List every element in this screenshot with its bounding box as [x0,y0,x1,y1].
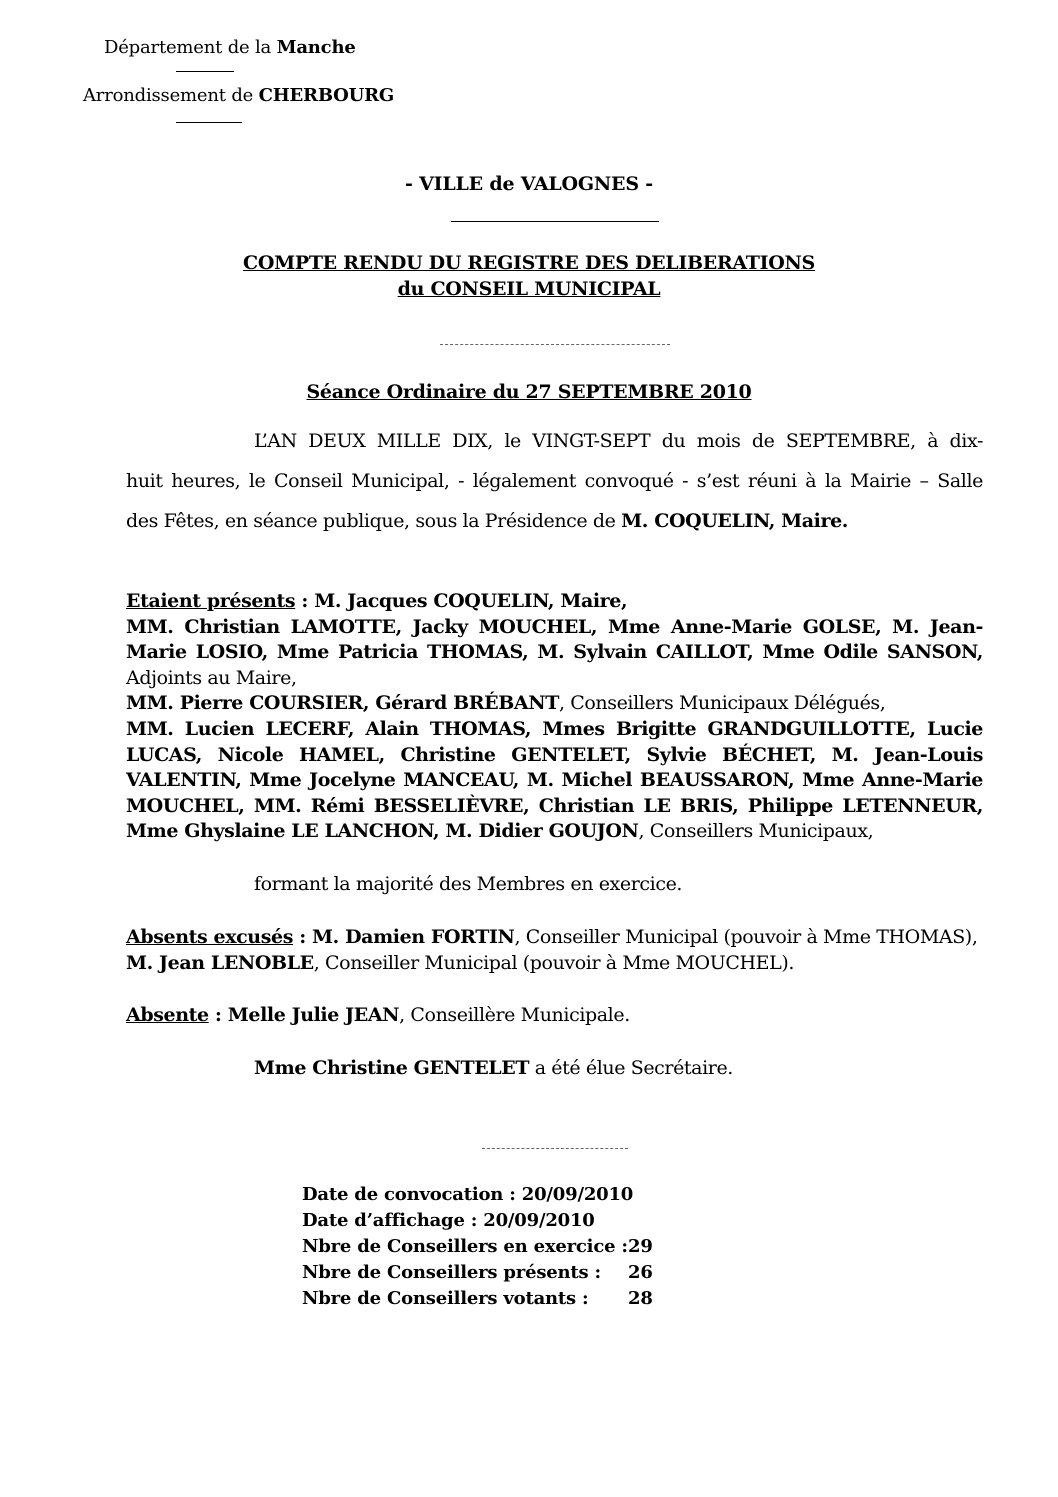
posting-date: Date d’affichage : 20/09/2010 [302,1210,595,1231]
presents-separator: : [295,590,315,612]
absent-excuse-2: M. Jean LENOBLE [126,952,314,974]
absente-label: Absente [126,1004,209,1026]
intro-line-1: L’AN DEUX MILLE DIX, le VINGT-SEPT du mois de SEPTEMBRE, à dix- [254,430,983,452]
councillors-in-office-label: Nbre de Conseillers en exercice : [302,1236,628,1257]
document-title-line1: COMPTE RENDU DU REGISTRE DES DELIBERATIONS [243,252,815,274]
presents-line-5 [126,692,983,714]
stats-separator [482,1148,628,1149]
arrondissement-line [83,85,394,106]
title-separator [440,344,670,345]
arrondissement-prefix: Arrondissement de [83,85,259,106]
intro-line-3-text: des Fêtes, en séance publique, sous la Présidence de [126,510,622,532]
absents-excuses-line-1 [126,926,983,948]
president-name: M. COQUELIN, Maire. [621,510,848,532]
presents-line-3: Marie LOSIO, Mme Patricia THOMAS, M. Sylvain CAILLOT, Mme Odile SANSON, [126,641,983,663]
absents-excuses-separator: : [293,926,313,948]
department-prefix: Département de la [104,37,277,58]
presents-line-8: VALENTIN, Mme Jocelyne MANCEAU, M. Michel BEAUSSARON, Mme Anne-Marie [126,769,983,791]
presents-line-9: MOUCHEL, MM. Rémi BESSELIÈVRE, Christian LE BRIS, Philippe LETENNEUR, [126,795,983,817]
convocation-date: Date de convocation : 20/09/2010 [302,1184,634,1205]
absent-excuse-2-role: , Conseiller Municipal (pouvoir à Mme MOUCHEL). [313,952,794,974]
presents-councillors-role: , Conseillers Municipaux, [638,820,874,842]
header-rule-2 [176,122,242,123]
councillors-in-office-value: 29 [628,1236,653,1257]
city-title-rule [451,221,659,222]
intro-line-2: huit heures, le Conseil Municipal, - légalement convoqué - s’est réuni à la Mairie – Salle [126,470,983,492]
secretary-name: Mme Christine GENTELET [254,1057,530,1079]
presents-line-10 [126,820,983,842]
secretary-text: a été élue Secrétaire. [529,1057,733,1079]
absents-excuses-label: Absents excusés [126,926,293,948]
councillors-present-value: 26 [628,1262,653,1283]
councillors-present-label: Nbre de Conseillers présents : [302,1262,601,1283]
absente-name: Melle Julie JEAN [227,1004,400,1026]
absente-separator: : [208,1004,228,1026]
presents-mayor: M. Jacques COQUELIN, Maire, [314,590,628,612]
presents-delegates-role: , Conseillers Municipaux Délégués, [558,692,886,714]
presents-line-2: MM. Christian LAMOTTE, Jacky MOUCHEL, Mme Anne-Marie GOLSE, M. Jean- [126,616,983,638]
presents-line-1 [126,590,983,612]
presents-label: Etaient présents [126,590,296,612]
secretary-line [254,1057,733,1079]
presents-line-7: LUCAS, Nicole HAMEL, Christine GENTELET, Sylvie BÉCHET, M. Jean-Louis [126,744,983,766]
majority-line: formant la majorité des Membres en exercice. [254,873,683,895]
councillors-voting-label: Nbre de Conseillers votants : [302,1288,589,1309]
presents-line-4: Adjoints au Maire, [126,667,297,689]
presents-line-6: MM. Lucien LECERF, Alain THOMAS, Mmes Brigitte GRANDGUILLOTTE, Lucie [126,718,983,740]
department-name: Manche [276,37,356,58]
arrondissement-name: CHERBOURG [258,85,395,106]
presents-delegates: MM. Pierre COURSIER, Gérard BRÉBANT [126,692,559,714]
councillors-voting-value: 28 [628,1288,653,1309]
city-title: - VILLE de VALOGNES - [405,173,653,195]
document-title-line2: du CONSEIL MUNICIPAL [397,278,661,300]
absent-excuse-1: M. Damien FORTIN [312,926,515,948]
absente-role: , Conseillère Municipale. [399,1004,630,1026]
header-rule-1 [176,71,234,72]
presents-last-names: Mme Ghyslaine LE LANCHON, M. Didier GOUJON [126,820,639,842]
absente-line [126,1004,983,1026]
session-title: Séance Ordinaire du 27 SEPTEMBRE 2010 [306,381,752,403]
department-line [104,37,356,58]
absents-excuses-line-2 [126,952,983,974]
intro-line-3 [126,510,983,532]
absent-excuse-1-role: , Conseiller Municipal (pouvoir à Mme THOMAS), [514,926,978,948]
